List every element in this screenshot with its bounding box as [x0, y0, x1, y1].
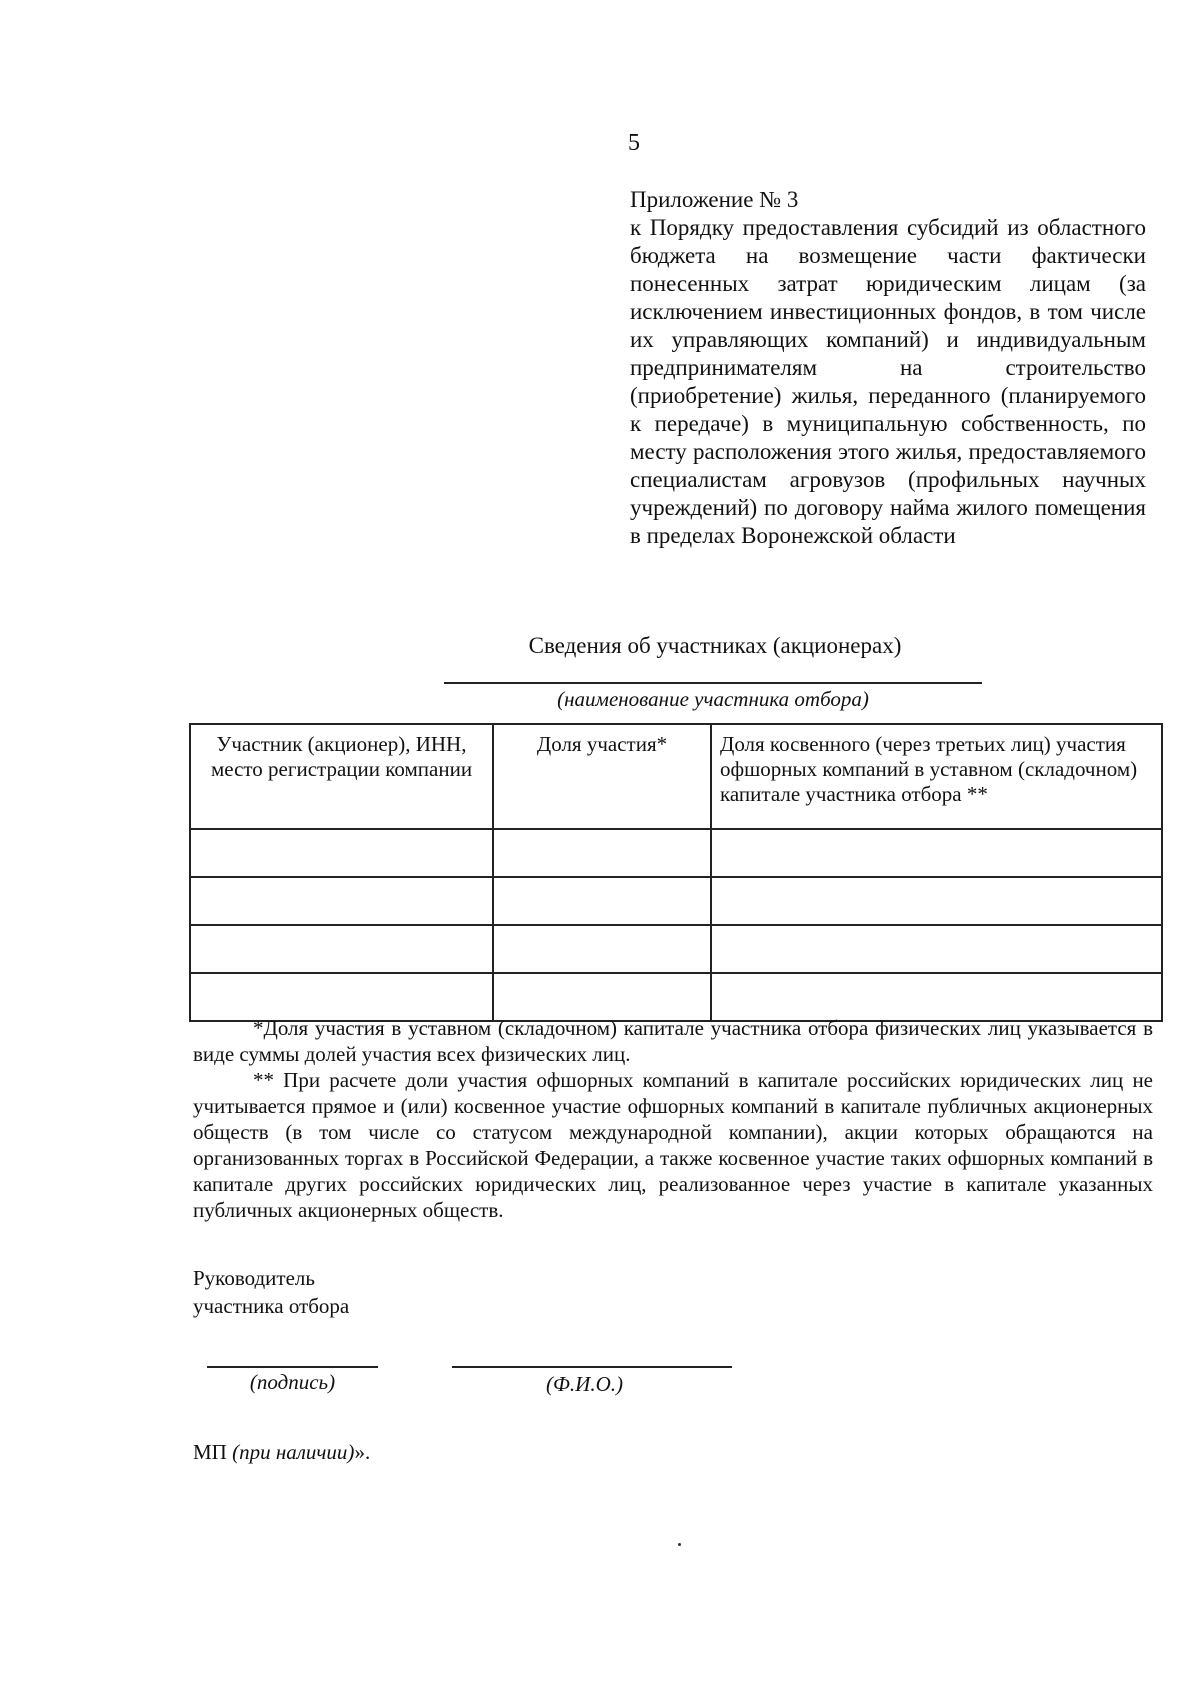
appendix-block — [630, 186, 1146, 550]
table-cell — [190, 925, 493, 973]
signatory-label — [193, 1264, 349, 1320]
table-row — [190, 829, 1162, 877]
footnote-share: *Доля участия в уставном (складочном) капитале участника отбора физических лиц указывается в виде суммы долей участия всех физических лиц. — [193, 1016, 1153, 1066]
form-title: Сведения об участниках (акционерах) — [528, 633, 902, 658]
scan-dot — [678, 1543, 681, 1546]
footnotes — [193, 1015, 1153, 1223]
header-participant: Участник (акционер), ИНН, место регистрации компании — [190, 724, 493, 829]
table-header-row — [190, 724, 1162, 829]
participant-name-caption: (наименование участника отбора) — [557, 687, 869, 711]
participants-table — [189, 723, 1163, 1022]
fio-line — [452, 1366, 732, 1368]
signature-caption: (подпись) — [249, 1370, 336, 1394]
signatory-label-line1: Руководитель — [193, 1266, 315, 1290]
signature-line — [207, 1366, 378, 1368]
stamp-prefix: МП — [193, 1440, 233, 1464]
table-cell — [190, 973, 493, 1021]
table-cell — [190, 877, 493, 925]
table-row — [190, 877, 1162, 925]
table-cell — [711, 829, 1162, 877]
table-cell — [493, 925, 711, 973]
header-offshore-share: Доля косвенного (через третьих лиц) участия офшорных компаний в уставном (складочном) капитале участника отбора ** — [711, 724, 1162, 829]
fio-caption: (Ф.И.О.) — [546, 1372, 623, 1396]
table-row — [190, 973, 1162, 1021]
signatory-label-line2: участника отбора — [193, 1294, 350, 1318]
footnote-offshore: ** При расчете доли участия офшорных компаний в капитале российских юридических лиц не учитывается прямое и (или) косвенное участие офшорных компаний в капитале публичных акционерных обществ (в том числе со статусом международной компании), акции которых обращаются на организованных торгах в Российской Федерации, а также косвенное участие таких офшорных компаний в капитале других российских юридических лиц, реализованное через участие в капитале указанных публичных акционерных обществ. — [193, 1068, 1153, 1222]
table-cell — [711, 925, 1162, 973]
appendix-body: к Порядку предоставления субсидий из областного бюджета на возмещение части фактически понесенных затрат юридическим лицам (за исключением инвестиционных фондов, в том числе их управляющих компаний) и индивидуальным предпринимателям на строительство (приобретение) жилья, переданного (планируемого к передаче) в муниципальную собственность, по месту расположения этого жилья, предоставляемого специалистам агровузов (профильных научных учреждений) по договору найма жилого помещения в пределах Воронежской области — [630, 215, 1146, 548]
table-cell — [493, 829, 711, 877]
participant-name-line — [444, 682, 982, 684]
table-cell — [711, 973, 1162, 1021]
table-cell — [493, 877, 711, 925]
stamp-condition: (при наличии) — [232, 1440, 355, 1464]
table-row — [190, 925, 1162, 973]
appendix-title: Приложение № 3 — [630, 187, 799, 212]
header-share: Доля участия* — [493, 724, 711, 829]
stamp-suffix: ». — [354, 1440, 371, 1464]
table-cell — [711, 877, 1162, 925]
stamp-label — [193, 1440, 370, 1465]
page-number: 5 — [628, 130, 640, 156]
table-cell — [493, 973, 711, 1021]
table-cell — [190, 829, 493, 877]
